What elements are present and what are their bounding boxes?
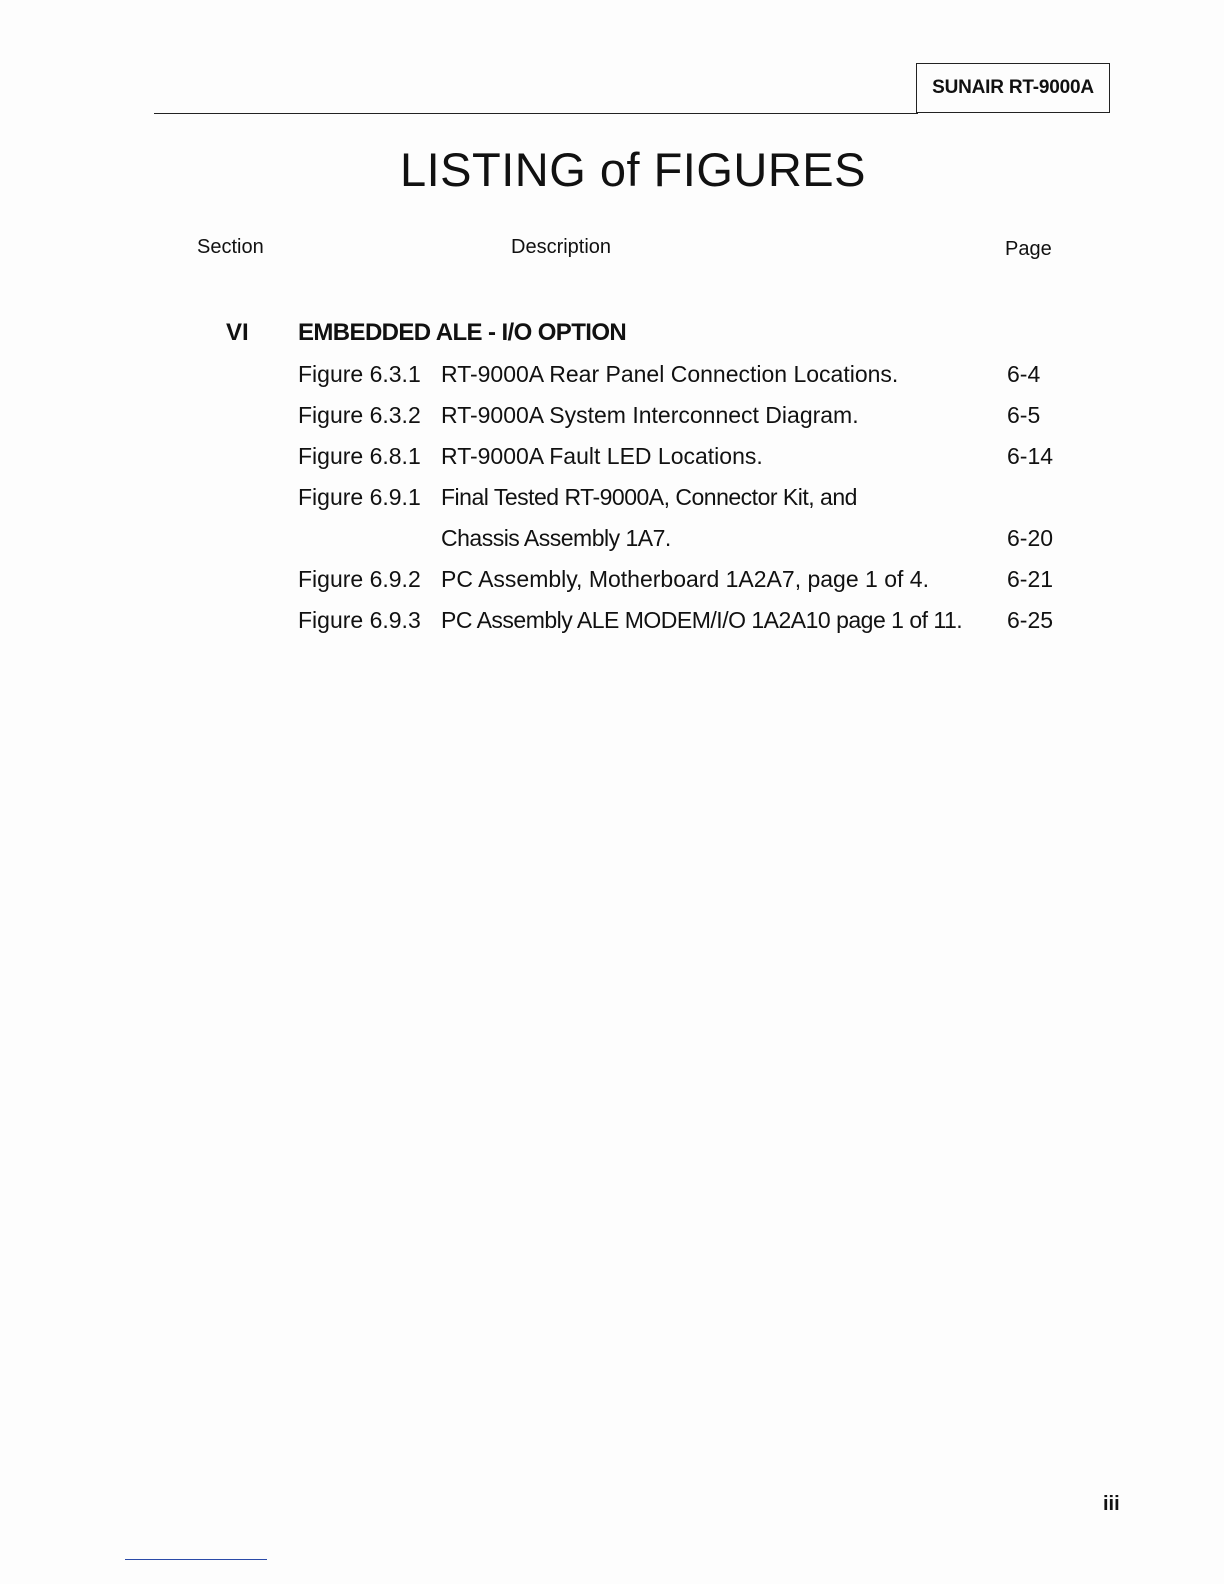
figure-number: Figure 6.9.1	[298, 484, 421, 510]
header-rule	[154, 113, 918, 114]
figure-row	[0, 484, 1224, 514]
figure-page: 6-25	[1007, 607, 1054, 633]
page-number: iii	[1103, 1493, 1120, 1515]
figure-number: Figure 6.3.2	[298, 402, 421, 428]
figure-description: Final Tested RT-9000A, Connector Kit, and	[441, 484, 857, 510]
figure-row	[0, 607, 1224, 637]
figure-number: Figure 6.9.3	[298, 607, 421, 633]
figure-row	[0, 361, 1224, 391]
section-title: EMBEDDED ALE - I/O OPTION	[298, 319, 627, 346]
figure-row	[0, 566, 1224, 596]
figure-number: Figure 6.3.1	[298, 361, 421, 387]
figure-description: RT-9000A System Interconnect Diagram.	[441, 402, 859, 428]
brand-label: SUNAIR RT-9000A	[916, 63, 1110, 113]
section-number: VI	[226, 319, 249, 346]
page-title: LISTING of FIGURES	[399, 143, 867, 196]
figure-page: 6-14	[1007, 443, 1054, 469]
figure-row	[0, 443, 1224, 473]
column-header-page: Page	[1005, 238, 1052, 260]
figure-page: 6-21	[1007, 566, 1054, 592]
figure-description: Chassis Assembly 1A7.	[441, 525, 671, 551]
figure-description: PC Assembly, Motherboard 1A2A7, page 1 of 4.	[441, 566, 929, 592]
footer-rule	[125, 1559, 267, 1560]
figure-description: RT-9000A Rear Panel Connection Locations.	[441, 361, 899, 387]
figure-page: 6-5	[1007, 402, 1041, 428]
figure-number: Figure 6.8.1	[298, 443, 421, 469]
column-header-description: Description	[511, 236, 612, 258]
figure-row	[0, 525, 1224, 555]
figure-page: 6-20	[1007, 525, 1054, 551]
figure-number: Figure 6.9.2	[298, 566, 421, 592]
figure-row	[0, 402, 1224, 432]
column-header-section: Section	[197, 236, 264, 258]
figure-description: RT-9000A Fault LED Locations.	[441, 443, 763, 469]
figure-description: PC Assembly ALE MODEM/I/O 1A2A10 page 1 of 11.	[441, 607, 963, 633]
figure-page: 6-4	[1007, 361, 1041, 387]
